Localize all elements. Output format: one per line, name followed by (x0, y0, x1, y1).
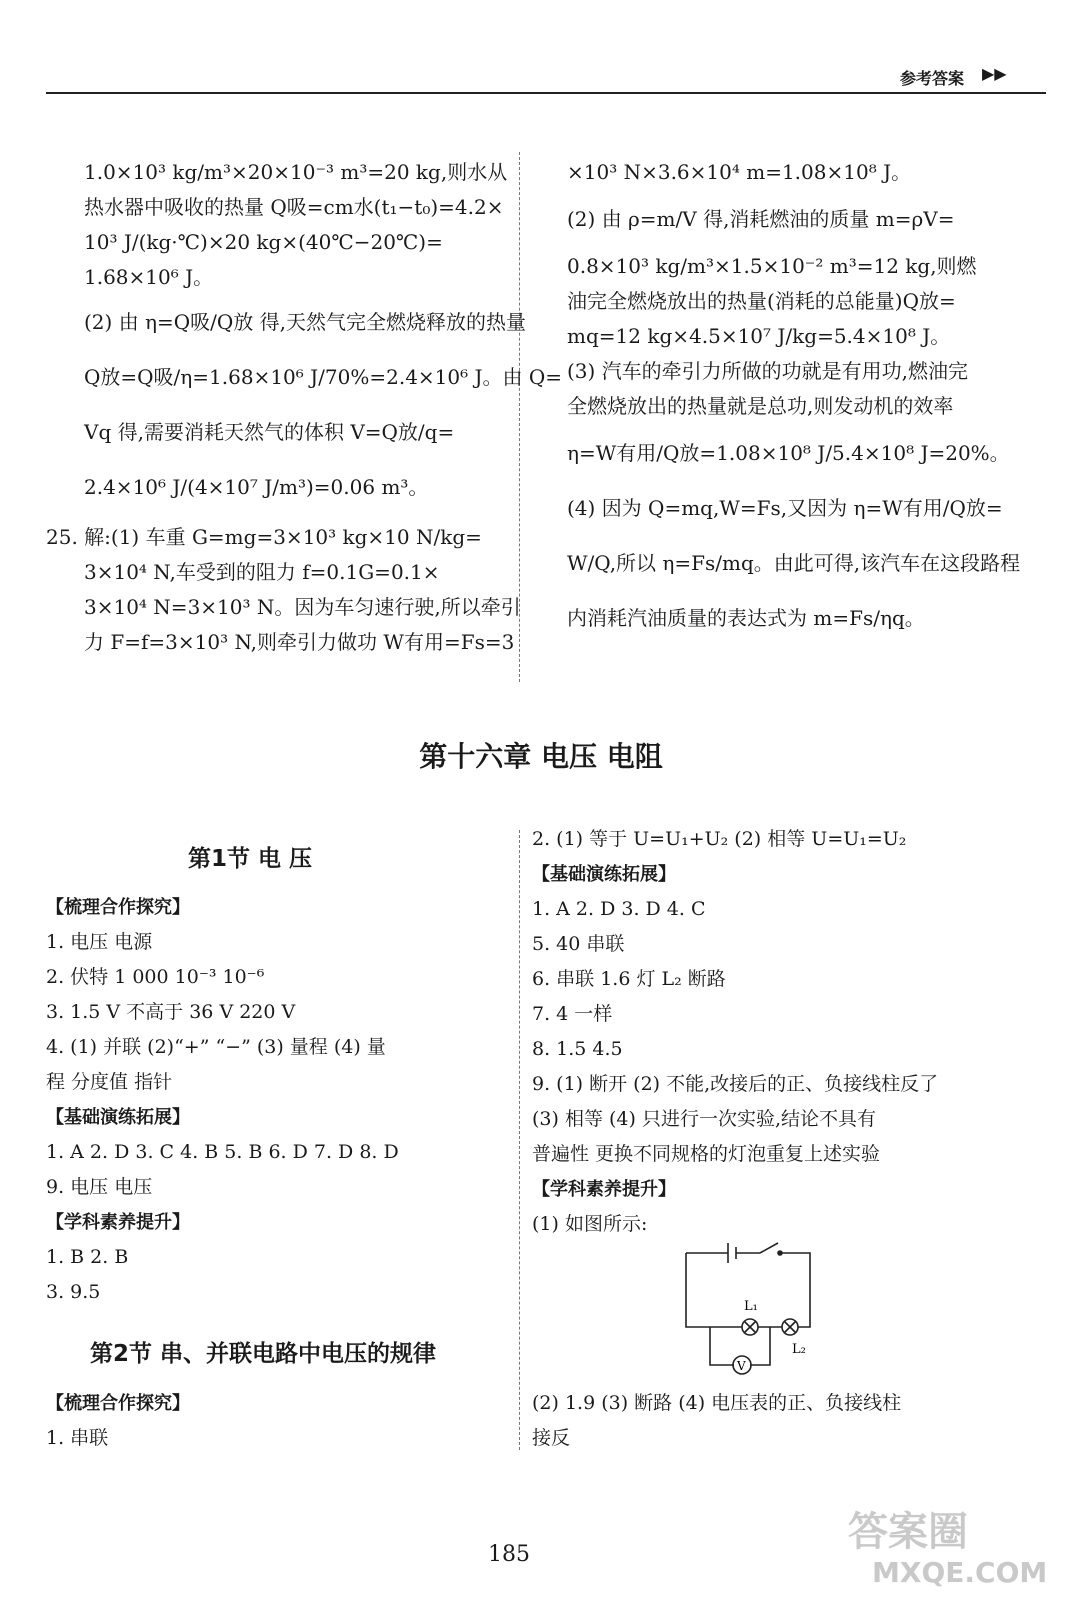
text-line: W/Q,所以 η=Fs/mq。由此可得,该汽车在这段路程 (567, 551, 1021, 575)
answer-line: 程 分度值 指针 (46, 1071, 173, 1093)
answer-line: 2. (1) 等于 U=U₁+U₂ (2) 相等 U=U₁=U₂ (532, 828, 907, 850)
circuit-wire (686, 1253, 810, 1327)
answer-line: 1. 电压 电源 (46, 931, 153, 953)
top-right-column (567, 155, 1021, 636)
column-divider-lower (519, 830, 520, 1450)
text-line: Q放=Q吸/η=1.68×10⁶ J/70%=2.4×10⁶ J。由 Q= (84, 365, 563, 389)
text-line: ×10³ N×3.6×10⁴ m=1.08×10⁸ J。 (567, 160, 912, 184)
text-line: 3×10⁴ N,车受到的阻力 f=0.1G=0.1× (84, 560, 440, 584)
watermark: 答案圈 (848, 1508, 968, 1555)
header-rule (46, 92, 1046, 94)
header-label: 参考答案 (900, 69, 965, 88)
section-1-body (46, 890, 399, 1310)
answer-line: 1. A 2. D 3. C 4. B 5. B 6. D 7. D 8. D (46, 1141, 399, 1163)
text-line: 1.68×10⁶ J。 (84, 265, 214, 289)
text-line: 3×10⁴ N=3×10³ N。因为车匀速行驶,所以牵引 (84, 595, 521, 619)
section-heading: 【梳理合作探究】 (46, 897, 190, 918)
text-line: 1.0×10³ kg/m³×20×10⁻³ m³=20 kg,则水从 (84, 160, 508, 184)
section-2-body (46, 1386, 190, 1456)
top-left-column (46, 155, 563, 660)
section-1-title: 第1节 电 压 (188, 846, 313, 872)
answer-line: 1. 串联 (46, 1427, 109, 1449)
section-heading: 【学科素养提升】 (532, 1179, 676, 1200)
circuit-diagram (670, 1235, 830, 1385)
answer-line: 3. 1.5 V 不高于 36 V 220 V (46, 1001, 296, 1023)
right-bottom-tail (532, 1386, 901, 1456)
answer-line: 接反 (532, 1427, 571, 1449)
answer-line: 1. B 2. B (46, 1246, 129, 1268)
answer-line: 3. 9.5 (46, 1281, 101, 1303)
section-heading: 【基础演练拓展】 (46, 1107, 190, 1128)
text-line: η=W有用/Q放=1.08×10⁸ J/5.4×10⁸ J=20%。 (567, 441, 1010, 465)
text-line: 0.8×10³ kg/m³×1.5×10⁻² m³=12 kg,则燃 (567, 254, 977, 278)
answer-line: (3) 相等 (4) 只进行一次实验,结论不具有 (532, 1108, 876, 1130)
answer-line: (2) 1.9 (3) 断路 (4) 电压表的正、负接线柱 (532, 1392, 902, 1414)
answer-line: 9. 电压 电压 (46, 1176, 153, 1198)
answer-line: 5. 40 串联 (532, 933, 625, 955)
text-line: 油完全燃烧放出的热量(消耗的总能量)Q放= (567, 289, 956, 313)
answer-line: 1. A 2. D 3. D 4. C (532, 898, 706, 920)
right-bottom-column (532, 822, 938, 1242)
switch-contact (778, 1251, 782, 1255)
section-heading: 【梳理合作探究】 (46, 1393, 190, 1414)
section-2-title: 第2节 串、并联电路中电压的规律 (90, 1341, 437, 1367)
text-line: 2.4×10⁶ J/(4×10⁷ J/m³)=0.06 m³。 (84, 475, 429, 499)
answer-line: 6. 串联 1.6 灯 L₂ 断路 (532, 968, 726, 990)
label-v: V (737, 1359, 746, 1373)
answer-line: 普遍性 更换不同规格的灯泡重复上述实验 (532, 1143, 881, 1165)
label-l1: L₁ (744, 1299, 758, 1314)
text-line: 25. 解:(1) 车重 G=mg=3×10³ kg×10 N/kg= (46, 525, 482, 549)
text-line: (2) 由 η=Q吸/Q放 得,天然气完全燃烧释放的热量 (84, 310, 527, 334)
answer-line: 8. 1.5 4.5 (532, 1038, 623, 1060)
text-line: Vq 得,需要消耗天然气的体积 V=Q放/q= (84, 420, 455, 444)
switch-lever (760, 1243, 778, 1253)
chapter-title: 第十六章 电压 电阻 (419, 740, 663, 773)
text-line: mq=12 kg×4.5×10⁷ J/kg=5.4×10⁸ J。 (567, 324, 951, 348)
answer-line: 9. (1) 断开 (2) 不能,改接后的正、负接线柱反了 (532, 1073, 939, 1095)
answer-line: 2. 伏特 1 000 10⁻³ 10⁻⁶ (46, 966, 265, 988)
text-line: 力 F=f=3×10³ N,则牵引力做功 W有用=Fs=3 (84, 630, 515, 654)
text-line: (2) 由 ρ=m/V 得,消耗燃油的质量 m=ρV= (567, 207, 955, 231)
text-line: 内消耗汽油质量的表达式为 m=Fs/ηq。 (567, 606, 925, 630)
answer-line: 7. 4 一样 (532, 1003, 613, 1025)
label-l2: L₂ (792, 1342, 806, 1357)
watermark-url: MXQE.COM (872, 1556, 1048, 1589)
text-line: 全燃烧放出的热量就是总功,则发动机的效率 (567, 394, 954, 418)
header-arrow-icon: ▶▶ (982, 64, 1007, 83)
text-line: (4) 因为 Q=mq,W=Fs,又因为 η=W有用/Q放= (567, 496, 1003, 520)
text-line: (3) 汽车的牵引力所做的功就是有用功,燃油完 (567, 359, 969, 383)
answer-line: 4. (1) 并联 (2)“+” “−” (3) 量程 (4) 量 (46, 1036, 386, 1058)
text-line: 热水器中吸收的热量 Q吸=cm水(t₁−t₀)=4.2× (84, 195, 504, 219)
page-number: 185 (488, 1542, 530, 1567)
section-heading: 【学科素养提升】 (46, 1212, 190, 1233)
section-heading: 【基础演练拓展】 (532, 864, 676, 885)
text-line: 10³ J/(kg·℃)×20 kg×(40℃−20℃)= (84, 230, 443, 254)
answer-line: (1) 如图所示: (532, 1213, 648, 1235)
